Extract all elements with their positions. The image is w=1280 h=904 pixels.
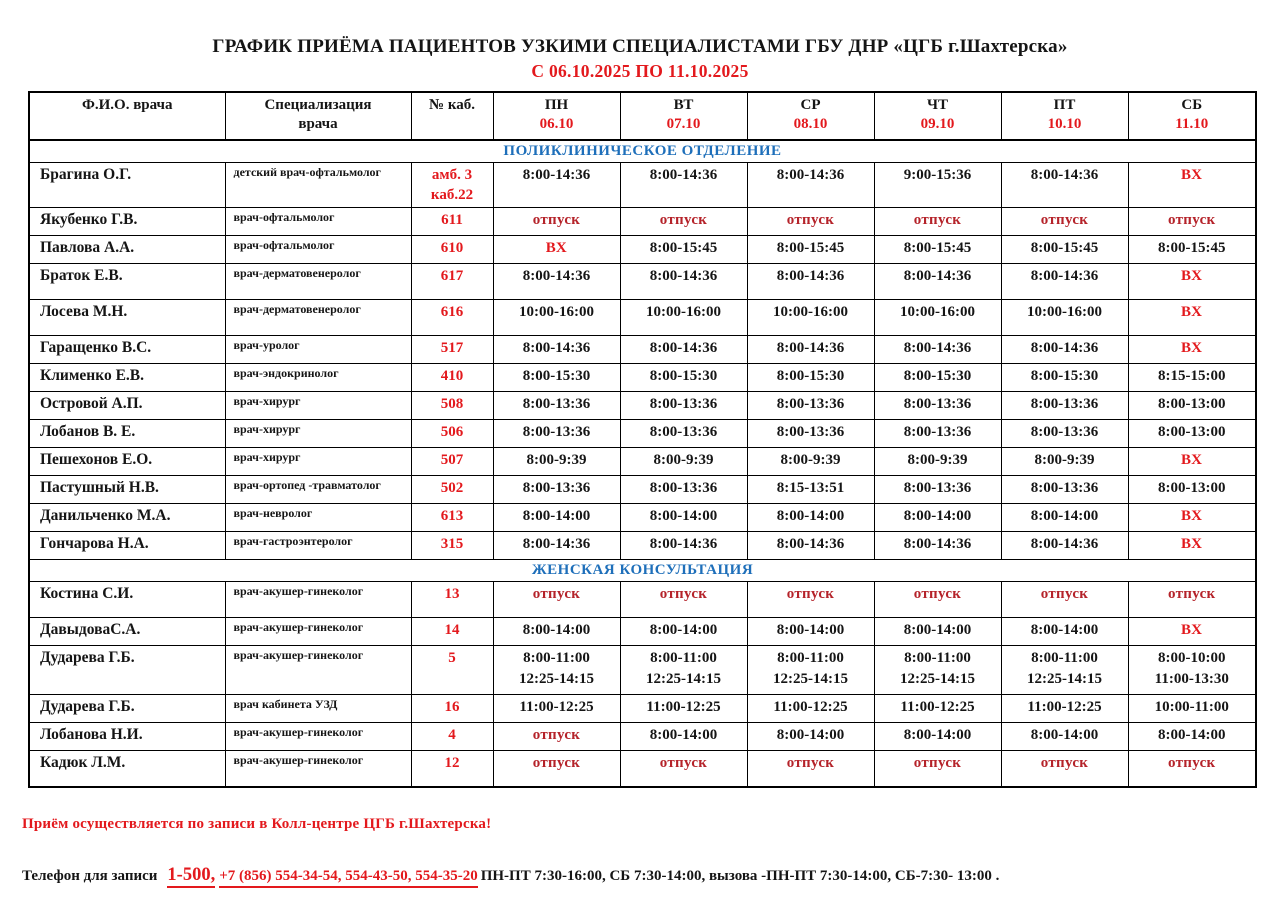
day-name: СБ [1181, 96, 1203, 113]
schedule-cell: отпуск [1128, 751, 1256, 788]
schedule-cell: 10:00-11:00 [1128, 695, 1256, 723]
schedule-cell: 8:00-15:30 [493, 364, 620, 392]
table-row [29, 751, 1256, 788]
schedule-cell: 8:00-14:36 [1001, 532, 1128, 560]
cabinet-number: 5 [411, 646, 493, 695]
cabinet-number: 410 [411, 364, 493, 392]
schedule-cell: 8:15-15:00 [1128, 364, 1256, 392]
doctor-specialty: врач кабинета УЗД [225, 695, 411, 723]
phone-numbers: +7 (856) 554-34-54, 554-43-50, 554-35-20 [219, 868, 478, 888]
doctor-name: Лобанова Н.И. [29, 723, 225, 751]
doctor-specialty: врач-акушер-гинеколог [225, 646, 411, 695]
schedule-cell: 8:00-9:39 [747, 448, 874, 476]
schedule-cell: отпуск [1001, 582, 1128, 618]
table-row [29, 264, 1256, 300]
schedule-cell: отпуск [747, 582, 874, 618]
col-header-day-wed [747, 92, 874, 140]
schedule-cell: 10:00-16:00 [493, 300, 620, 336]
schedule-cell: 8:00-14:00 [874, 618, 1001, 646]
day-date: 11.10 [1175, 116, 1209, 133]
table-row [29, 336, 1256, 364]
schedule-cell: 8:00-9:39 [1001, 448, 1128, 476]
day-date: 07.10 [666, 116, 701, 133]
schedule-cell: 8:00-14:00 [1001, 723, 1128, 751]
schedule-cell: отпуск [620, 582, 747, 618]
schedule-cell: 8:00-14:00 [1001, 504, 1128, 532]
cabinet-number: 517 [411, 336, 493, 364]
doctor-specialty: врач-акушер-гинеколог [225, 751, 411, 788]
doctor-name: Дударева Г.Б. [29, 646, 225, 695]
schedule-cell: 8:00-14:36 [1001, 336, 1128, 364]
schedule-cell: 8:00-14:00 [747, 723, 874, 751]
schedule-cell: 8:00-15:45 [874, 236, 1001, 264]
doctor-name: Кадюк Л.М. [29, 751, 225, 788]
schedule-cell: 8:00-13:36 [620, 420, 747, 448]
schedule-cell: 10:00-16:00 [874, 300, 1001, 336]
doctor-specialty: врач-эндокринолог [225, 364, 411, 392]
table-row [29, 504, 1256, 532]
schedule-cell: отпуск [620, 208, 747, 236]
table-row [29, 618, 1256, 646]
schedule-cell: 8:00-14:36 [874, 336, 1001, 364]
schedule-cell: 8:00-14:00 [1128, 723, 1256, 751]
schedule-cell: 8:00-14:00 [747, 504, 874, 532]
doctor-name: ДавыдоваС.А. [29, 618, 225, 646]
day-date: 09.10 [920, 116, 955, 133]
phone-info [22, 865, 1280, 886]
doctor-name: Дударева Г.Б. [29, 695, 225, 723]
schedule-cell: 8:00-14:36 [620, 336, 747, 364]
schedule-cell: ВХ [493, 236, 620, 264]
schedule-cell: 8:00-14:36 [874, 532, 1001, 560]
schedule-cell: 8:00-9:39 [620, 448, 747, 476]
schedule-cell: 8:15-13:51 [747, 476, 874, 504]
schedule-table [28, 91, 1257, 789]
table-row [29, 646, 1256, 695]
schedule-cell: 8:00-14:00 [1001, 618, 1128, 646]
schedule-cell: 8:00-11:00 12:25-14:15 [1001, 646, 1128, 695]
doctor-specialty: врач-офтальмолог [225, 236, 411, 264]
doctor-name: Лобанов В. Е. [29, 420, 225, 448]
schedule-cell: 8:00-13:36 [1001, 476, 1128, 504]
schedule-body [29, 140, 1256, 788]
table-row [29, 162, 1256, 208]
doctor-specialty: врач-офтальмолог [225, 208, 411, 236]
schedule-cell: 8:00-13:00 [1128, 420, 1256, 448]
header-row [29, 92, 1256, 140]
schedule-cell: 11:00-12:25 [493, 695, 620, 723]
doctor-name: Клименко Е.В. [29, 364, 225, 392]
schedule-cell: 10:00-16:00 [747, 300, 874, 336]
schedule-cell: ВХ [1128, 618, 1256, 646]
day-date: 06.10 [539, 116, 574, 133]
col-header-day-fri [1001, 92, 1128, 140]
col-header-day-thu [874, 92, 1001, 140]
cabinet-number: 13 [411, 582, 493, 618]
schedule-cell: 8:00-15:30 [874, 364, 1001, 392]
schedule-cell: 8:00-13:00 [1128, 476, 1256, 504]
schedule-cell: 8:00-15:45 [1128, 236, 1256, 264]
schedule-cell: 8:00-14:36 [493, 162, 620, 208]
cabinet-number: 610 [411, 236, 493, 264]
section-row [29, 140, 1256, 163]
phone-short-number: 1-500, [167, 865, 215, 888]
schedule-cell: отпуск [1001, 751, 1128, 788]
cabinet-number: 315 [411, 532, 493, 560]
doctor-specialty: врач-невролог [225, 504, 411, 532]
schedule-cell: 8:00-15:30 [747, 364, 874, 392]
day-name: ПТ [1053, 96, 1076, 113]
doctor-name: Данильченко М.А. [29, 504, 225, 532]
table-row [29, 364, 1256, 392]
doctor-specialty: врач-дерматовенеролог [225, 264, 411, 300]
schedule-cell: 8:00-9:39 [493, 448, 620, 476]
schedule-cell: 10:00-16:00 [620, 300, 747, 336]
schedule-cell: 8:00-14:36 [620, 264, 747, 300]
doctor-name: Якубенко Г.В. [29, 208, 225, 236]
table-row [29, 582, 1256, 618]
schedule-cell: отпуск [874, 582, 1001, 618]
schedule-cell: 8:00-14:36 [620, 162, 747, 208]
table-row [29, 532, 1256, 560]
cabinet-number: 613 [411, 504, 493, 532]
table-row [29, 448, 1256, 476]
phone-label: Телефон для записи [22, 868, 158, 885]
schedule-cell: 8:00-14:36 [1001, 162, 1128, 208]
cabinet-number: 12 [411, 751, 493, 788]
section-header: ЖЕНСКАЯ КОНСУЛЬТАЦИЯ [29, 560, 1256, 582]
day-name: ПН [544, 96, 569, 113]
schedule-cell: ВХ [1128, 532, 1256, 560]
schedule-cell: отпуск [493, 582, 620, 618]
cabinet-number: 616 [411, 300, 493, 336]
section-row [29, 560, 1256, 582]
doctor-specialty: врач-хирург [225, 392, 411, 420]
schedule-cell: отпуск [747, 208, 874, 236]
table-row [29, 392, 1256, 420]
schedule-cell: отпуск [1128, 208, 1256, 236]
schedule-cell: 11:00-12:25 [1001, 695, 1128, 723]
document-title: ГРАФИК ПРИЁМА ПАЦИЕНТОВ УЗКИМИ СПЕЦИАЛИСТАМИ ГБУ ДНР «ЦГБ г.Шахтерска» [212, 36, 1068, 57]
schedule-cell: 8:00-14:36 [493, 264, 620, 300]
schedule-cell: 8:00-13:36 [620, 392, 747, 420]
schedule-cell: 8:00-14:36 [620, 532, 747, 560]
cabinet-number: 508 [411, 392, 493, 420]
schedule-cell: ВХ [1128, 336, 1256, 364]
schedule-cell: отпуск [874, 208, 1001, 236]
phone-hours: ПН-ПТ 7:30-16:00, СБ 7:30-14:00, вызова -ПН-ПТ 7:30-14:00, СБ-7:30- 13:00 . [480, 868, 1000, 885]
cabinet-number: 507 [411, 448, 493, 476]
doctor-specialty: врач-хирург [225, 448, 411, 476]
doctor-specialty: врач-хирург [225, 420, 411, 448]
schedule-cell: отпуск [1128, 582, 1256, 618]
schedule-cell: 8:00-14:36 [747, 532, 874, 560]
schedule-cell: 8:00-15:30 [1001, 364, 1128, 392]
schedule-cell: 8:00-10:00 11:00-13:30 [1128, 646, 1256, 695]
schedule-cell: 8:00-13:36 [1001, 420, 1128, 448]
cabinet-number: 617 [411, 264, 493, 300]
schedule-cell: 8:00-13:36 [493, 420, 620, 448]
doctor-specialty: детский врач-офтальмолог [225, 162, 411, 208]
doctor-specialty: врач-акушер-гинеколог [225, 723, 411, 751]
col-header-specialty [225, 92, 411, 140]
schedule-cell: 8:00-13:36 [874, 476, 1001, 504]
col-header-cabinet: № каб. [411, 92, 493, 140]
schedule-cell: ВХ [1128, 162, 1256, 208]
doctor-specialty: врач-гастроэнтеролог [225, 532, 411, 560]
schedule-cell: 10:00-16:00 [1001, 300, 1128, 336]
date-range: С 06.10.2025 ПО 11.10.2025 [531, 60, 749, 81]
doctor-name: Гаращенко В.С. [29, 336, 225, 364]
schedule-cell: отпуск [620, 751, 747, 788]
schedule-cell: 8:00-14:36 [747, 162, 874, 208]
schedule-cell: отпуск [493, 208, 620, 236]
schedule-cell: 8:00-15:45 [1001, 236, 1128, 264]
doctor-name: Брагина О.Г. [29, 162, 225, 208]
schedule-cell: 8:00-13:36 [1001, 392, 1128, 420]
schedule-cell: 8:00-15:30 [620, 364, 747, 392]
table-row [29, 723, 1256, 751]
cabinet-number: амб. 3 каб.22 [411, 162, 493, 208]
schedule-cell: 8:00-14:36 [747, 336, 874, 364]
day-name: СР [800, 96, 821, 113]
schedule-cell: 8:00-14:00 [620, 504, 747, 532]
schedule-cell: 8:00-14:00 [620, 618, 747, 646]
cabinet-number: 4 [411, 723, 493, 751]
table-row [29, 420, 1256, 448]
col-header-specialty-line2: врача [298, 116, 338, 133]
schedule-cell: 8:00-14:36 [747, 264, 874, 300]
doctor-name: Браток Е.В. [29, 264, 225, 300]
col-header-day-mon [493, 92, 620, 140]
schedule-cell: 8:00-14:00 [874, 723, 1001, 751]
schedule-cell: 8:00-11:00 12:25-14:15 [874, 646, 1001, 695]
schedule-cell: 8:00-13:36 [620, 476, 747, 504]
doctor-name: Пастушный Н.В. [29, 476, 225, 504]
schedule-cell: ВХ [1128, 448, 1256, 476]
schedule-cell: 8:00-14:36 [493, 532, 620, 560]
section-header: ПОЛИКЛИНИЧЕСКОЕ ОТДЕЛЕНИЕ [29, 140, 1256, 163]
schedule-cell: 8:00-11:00 12:25-14:15 [493, 646, 620, 695]
doctor-name: Пешехонов Е.О. [29, 448, 225, 476]
schedule-cell: 8:00-13:36 [874, 392, 1001, 420]
schedule-cell: 8:00-14:36 [874, 264, 1001, 300]
schedule-cell: 8:00-9:39 [874, 448, 1001, 476]
doctor-name: Костина С.И. [29, 582, 225, 618]
day-date: 10.10 [1047, 116, 1082, 133]
table-row [29, 236, 1256, 264]
schedule-cell: отпуск [747, 751, 874, 788]
schedule-cell: 8:00-14:36 [493, 336, 620, 364]
schedule-cell: ВХ [1128, 300, 1256, 336]
schedule-cell: 11:00-12:25 [747, 695, 874, 723]
schedule-cell: 11:00-12:25 [620, 695, 747, 723]
cabinet-number: 611 [411, 208, 493, 236]
day-date: 08.10 [793, 116, 828, 133]
schedule-cell: отпуск [874, 751, 1001, 788]
doctor-name: Островой А.П. [29, 392, 225, 420]
doctor-specialty: врач-акушер-гинеколог [225, 618, 411, 646]
table-row [29, 695, 1256, 723]
doctor-specialty: врач-акушер-гинеколог [225, 582, 411, 618]
schedule-cell: 8:00-13:36 [747, 420, 874, 448]
table-row [29, 300, 1256, 336]
schedule-cell: 8:00-14:00 [874, 504, 1001, 532]
col-header-specialty-line1: Специализация [264, 96, 372, 113]
schedule-cell: 11:00-12:25 [874, 695, 1001, 723]
schedule-cell: 8:00-13:00 [1128, 392, 1256, 420]
schedule-cell: 8:00-13:36 [874, 420, 1001, 448]
schedule-cell: 8:00-11:00 12:25-14:15 [747, 646, 874, 695]
cabinet-number: 14 [411, 618, 493, 646]
cabinet-number: 16 [411, 695, 493, 723]
doctor-name: Лосева М.Н. [29, 300, 225, 336]
schedule-cell: 8:00-14:00 [747, 618, 874, 646]
day-name: ЧТ [926, 96, 948, 113]
schedule-cell: ВХ [1128, 504, 1256, 532]
col-header-fio: Ф.И.О. врача [29, 92, 225, 140]
booking-note: Приём осуществляется по записи в Колл-центре ЦГБ г.Шахтерска! [22, 816, 492, 833]
col-header-day-sat [1128, 92, 1256, 140]
cabinet-number: 502 [411, 476, 493, 504]
table-row [29, 476, 1256, 504]
schedule-cell: 8:00-14:00 [493, 504, 620, 532]
doctor-name: Павлова А.А. [29, 236, 225, 264]
schedule-cell: 9:00-15:36 [874, 162, 1001, 208]
doctor-specialty: врач-дерматовенеролог [225, 300, 411, 336]
schedule-cell: 8:00-14:00 [620, 723, 747, 751]
schedule-cell: 8:00-14:36 [1001, 264, 1128, 300]
doctor-specialty: врач-уролог [225, 336, 411, 364]
schedule-cell: отпуск [493, 723, 620, 751]
table-row [29, 208, 1256, 236]
schedule-cell: 8:00-15:45 [747, 236, 874, 264]
schedule-cell: 8:00-15:45 [620, 236, 747, 264]
schedule-cell: 8:00-13:36 [747, 392, 874, 420]
schedule-cell: 8:00-14:00 [493, 618, 620, 646]
col-header-day-tue [620, 92, 747, 140]
doctor-name: Гончарова Н.А. [29, 532, 225, 560]
schedule-cell: 8:00-13:36 [493, 392, 620, 420]
schedule-cell: 8:00-11:00 12:25-14:15 [620, 646, 747, 695]
cabinet-number: 506 [411, 420, 493, 448]
day-name: ВТ [673, 96, 694, 113]
schedule-cell: отпуск [493, 751, 620, 788]
doctor-specialty: врач-ортопед -травматолог [225, 476, 411, 504]
schedule-cell: 8:00-13:36 [493, 476, 620, 504]
schedule-cell: ВХ [1128, 264, 1256, 300]
schedule-cell: отпуск [1001, 208, 1128, 236]
